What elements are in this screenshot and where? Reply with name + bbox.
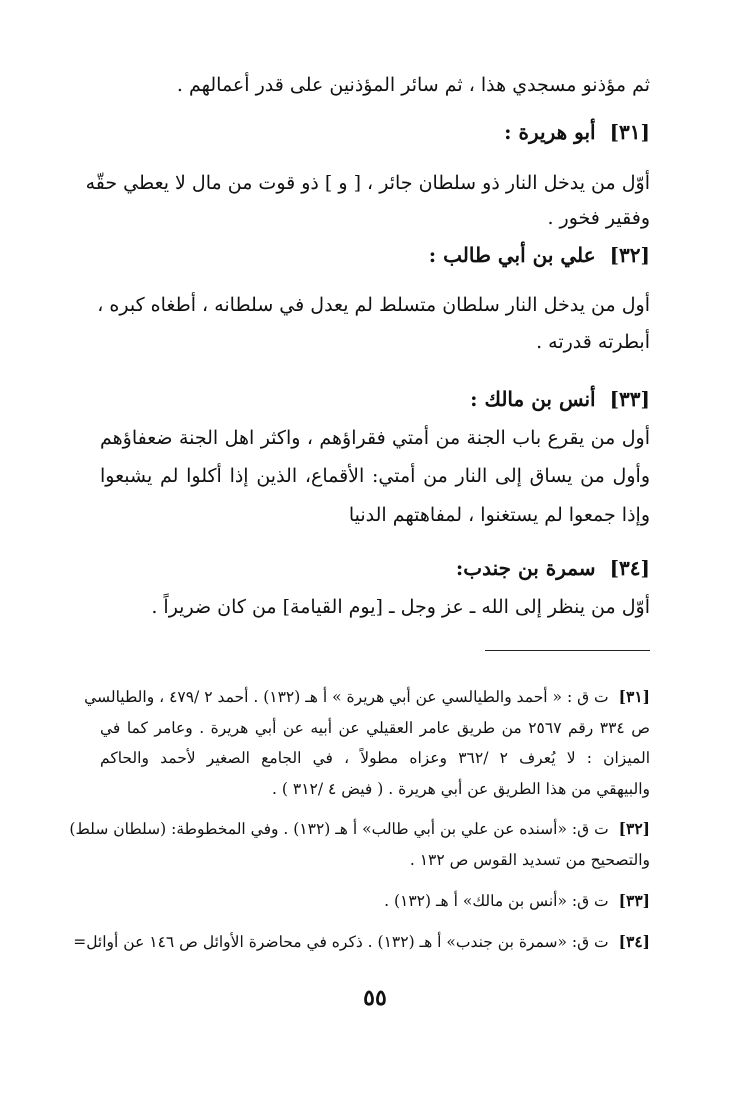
entry-heading	[100, 553, 650, 583]
footnote-number: [٣٣]	[618, 891, 650, 910]
footnote-line	[100, 888, 650, 914]
entry-heading	[100, 117, 650, 147]
footnote-text: ت ق : « أحمد والطيالسي عن أبي هريرة » أ هـ (١٣٢) . أحمد ٢ /٤٧٩ ، والطيالسي	[84, 688, 609, 706]
entry-number: [٣٢]	[609, 243, 650, 267]
entry-number: [٣١]	[609, 120, 650, 144]
footnote-separator	[485, 650, 650, 651]
entry-text-line: أوّل من ينظر إلى الله ـ عز وجل ـ [يوم القيامة] من كان ضريراً .	[151, 596, 650, 618]
footnote-text: ت ق: «سمرة بن جندب» أ هـ (١٣٢) . ذكره في محاضرة الأوائل ص ١٤٦ عن أوائل=	[73, 933, 609, 951]
entry-number: [٣٣]	[609, 387, 650, 411]
entry-text-line: أوّل من يدخل النار ذو سلطان جائر ، [ و ] ذو قوت من مال لا يعطي حقّه	[85, 172, 650, 194]
entry-heading	[100, 384, 650, 414]
entry-text-line: وفقير فخور .	[547, 207, 650, 229]
footnote-number: [٣٢]	[618, 819, 650, 838]
entry-narrator: أبو هريرة :	[504, 120, 596, 144]
footnote-line	[84, 684, 650, 710]
footnote-text: ت ق: «أسنده عن علي بن أبي طالب» أ هـ (١٣٢) . وفي المخطوطة: (سلطان سلط)	[69, 820, 609, 838]
entry-number: [٣٤]	[609, 556, 650, 580]
entry-heading	[100, 240, 650, 270]
entry-text-line: وإذا جمعوا لم يستغنوا ، لمفاهتهم الدنيا	[348, 504, 650, 526]
entry-text-line: وأول من يساق إلى النار من أمتي: الأقماع، الذين إذا أكلوا لم يشبعوا	[100, 465, 650, 487]
entry-text-line: أول من يقرع باب الجنة من أمتي فقراؤهم ، واكثر اهل الجنة ضعفاؤهم	[100, 427, 650, 449]
footnote-line: والبيهقي من هذا الطريق عن أبي هريرة . ( فيض ٤ /٣١٢ ) .	[272, 780, 650, 798]
footnote-number: [٣٤]	[618, 932, 650, 951]
entry-text-line: أبطرته قدرته .	[536, 331, 650, 353]
footnote-line	[69, 816, 650, 842]
footnote-line: ص ٣٣٤ رقم ٢٥٦٧ من طريق عامر العقيلي عن أبيه عن أبي هريرة . وعامر كما في	[100, 719, 650, 737]
intro-line: ثم مؤذنو مسجدي هذا ، ثم سائر المؤذنين على قدر أعمالهم .	[176, 74, 650, 96]
footnote-number: [٣١]	[618, 687, 650, 706]
footnote-line: الميزان : لا يُعرف ٢ /٣٦٢ وعزاه مطولاً ، في الجامع الصغير لأحمد والحاكم	[100, 749, 650, 767]
page-number: ٥٥	[363, 985, 387, 1011]
entry-text-line: أول من يدخل النار سلطان متسلط لم يعدل في سلطانه ، أطغاه كبره ،	[97, 294, 650, 316]
footnote-line	[73, 929, 650, 955]
entry-narrator: سمرة بن جندب:	[455, 556, 596, 580]
entry-narrator: أنس بن مالك :	[470, 387, 596, 411]
entry-narrator: علي بن أبي طالب :	[428, 243, 596, 267]
footnote-line: والتصحيح من تسديد القوس ص ١٣٢ .	[409, 851, 650, 869]
footnote-text: ت ق: «أنس بن مالك» أ هـ (١٣٢) .	[384, 892, 609, 910]
